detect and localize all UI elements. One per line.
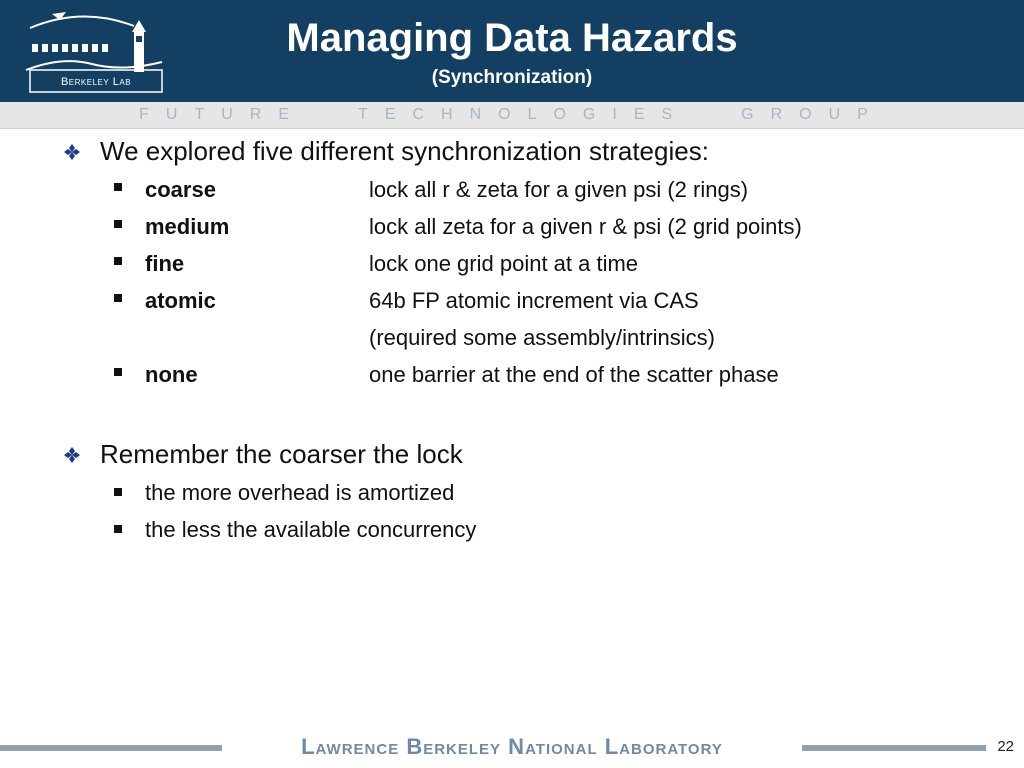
strategy-term-fine: fine — [145, 251, 185, 276]
strategy-desc-atomic: 64b FP atomic increment via CAS — [369, 288, 699, 313]
band-word-group: GROUP — [741, 106, 885, 123]
square-bullet-icon — [114, 368, 122, 376]
strategy-desc-medium: lock all zeta for a given r & psi (2 grid points) — [369, 214, 802, 239]
square-bullet-icon — [114, 525, 122, 533]
square-bullet-icon — [114, 220, 122, 228]
square-bullet-icon — [114, 294, 122, 302]
sub-bullet-concurrency: the less the available concurrency — [145, 517, 477, 542]
footer-lab-name-text: Lawrence Berkeley National Laboratory — [293, 734, 731, 759]
logo-text: Berkeley Lab — [60, 76, 132, 88]
strategy-desc-none: one barrier at the end of the scatter phase — [369, 362, 779, 387]
slide-header — [0, 0, 1024, 102]
slide-subtitle: (Synchronization) — [431, 67, 593, 88]
strategy-desc-atomic-note: (required some assembly/intrinsics) — [369, 325, 715, 350]
bullet-strategies: We explored five different synchronization strategies: — [100, 136, 709, 166]
page-number: 22 — [997, 738, 1014, 755]
slide-title: Managing Data Hazards — [286, 16, 738, 60]
footer-lab-name — [0, 733, 1024, 761]
bullet-coarser-lock: Remember the coarser the lock — [100, 439, 463, 469]
diamond-bullet-icon — [62, 445, 82, 465]
band-word-technologies: TECHNOLOGIES — [358, 106, 690, 123]
strategy-term-none: none — [145, 362, 198, 387]
group-band — [0, 102, 1024, 129]
strategy-desc-coarse: lock all r & zeta for a given psi (2 rings) — [369, 177, 749, 202]
square-bullet-icon — [114, 488, 122, 496]
square-bullet-icon — [114, 257, 122, 265]
strategy-term-atomic: atomic — [145, 288, 216, 313]
group-band-text — [0, 102, 1024, 128]
diamond-bullet-icon — [62, 142, 82, 162]
strategy-term-coarse: coarse — [145, 177, 216, 202]
sub-bullet-overhead: the more overhead is amortized — [145, 480, 455, 505]
band-word-future: FUTURE — [139, 106, 307, 123]
strategy-desc-fine: lock one grid point at a time — [369, 251, 639, 276]
square-bullet-icon — [114, 183, 122, 191]
strategy-term-medium: medium — [145, 214, 230, 239]
